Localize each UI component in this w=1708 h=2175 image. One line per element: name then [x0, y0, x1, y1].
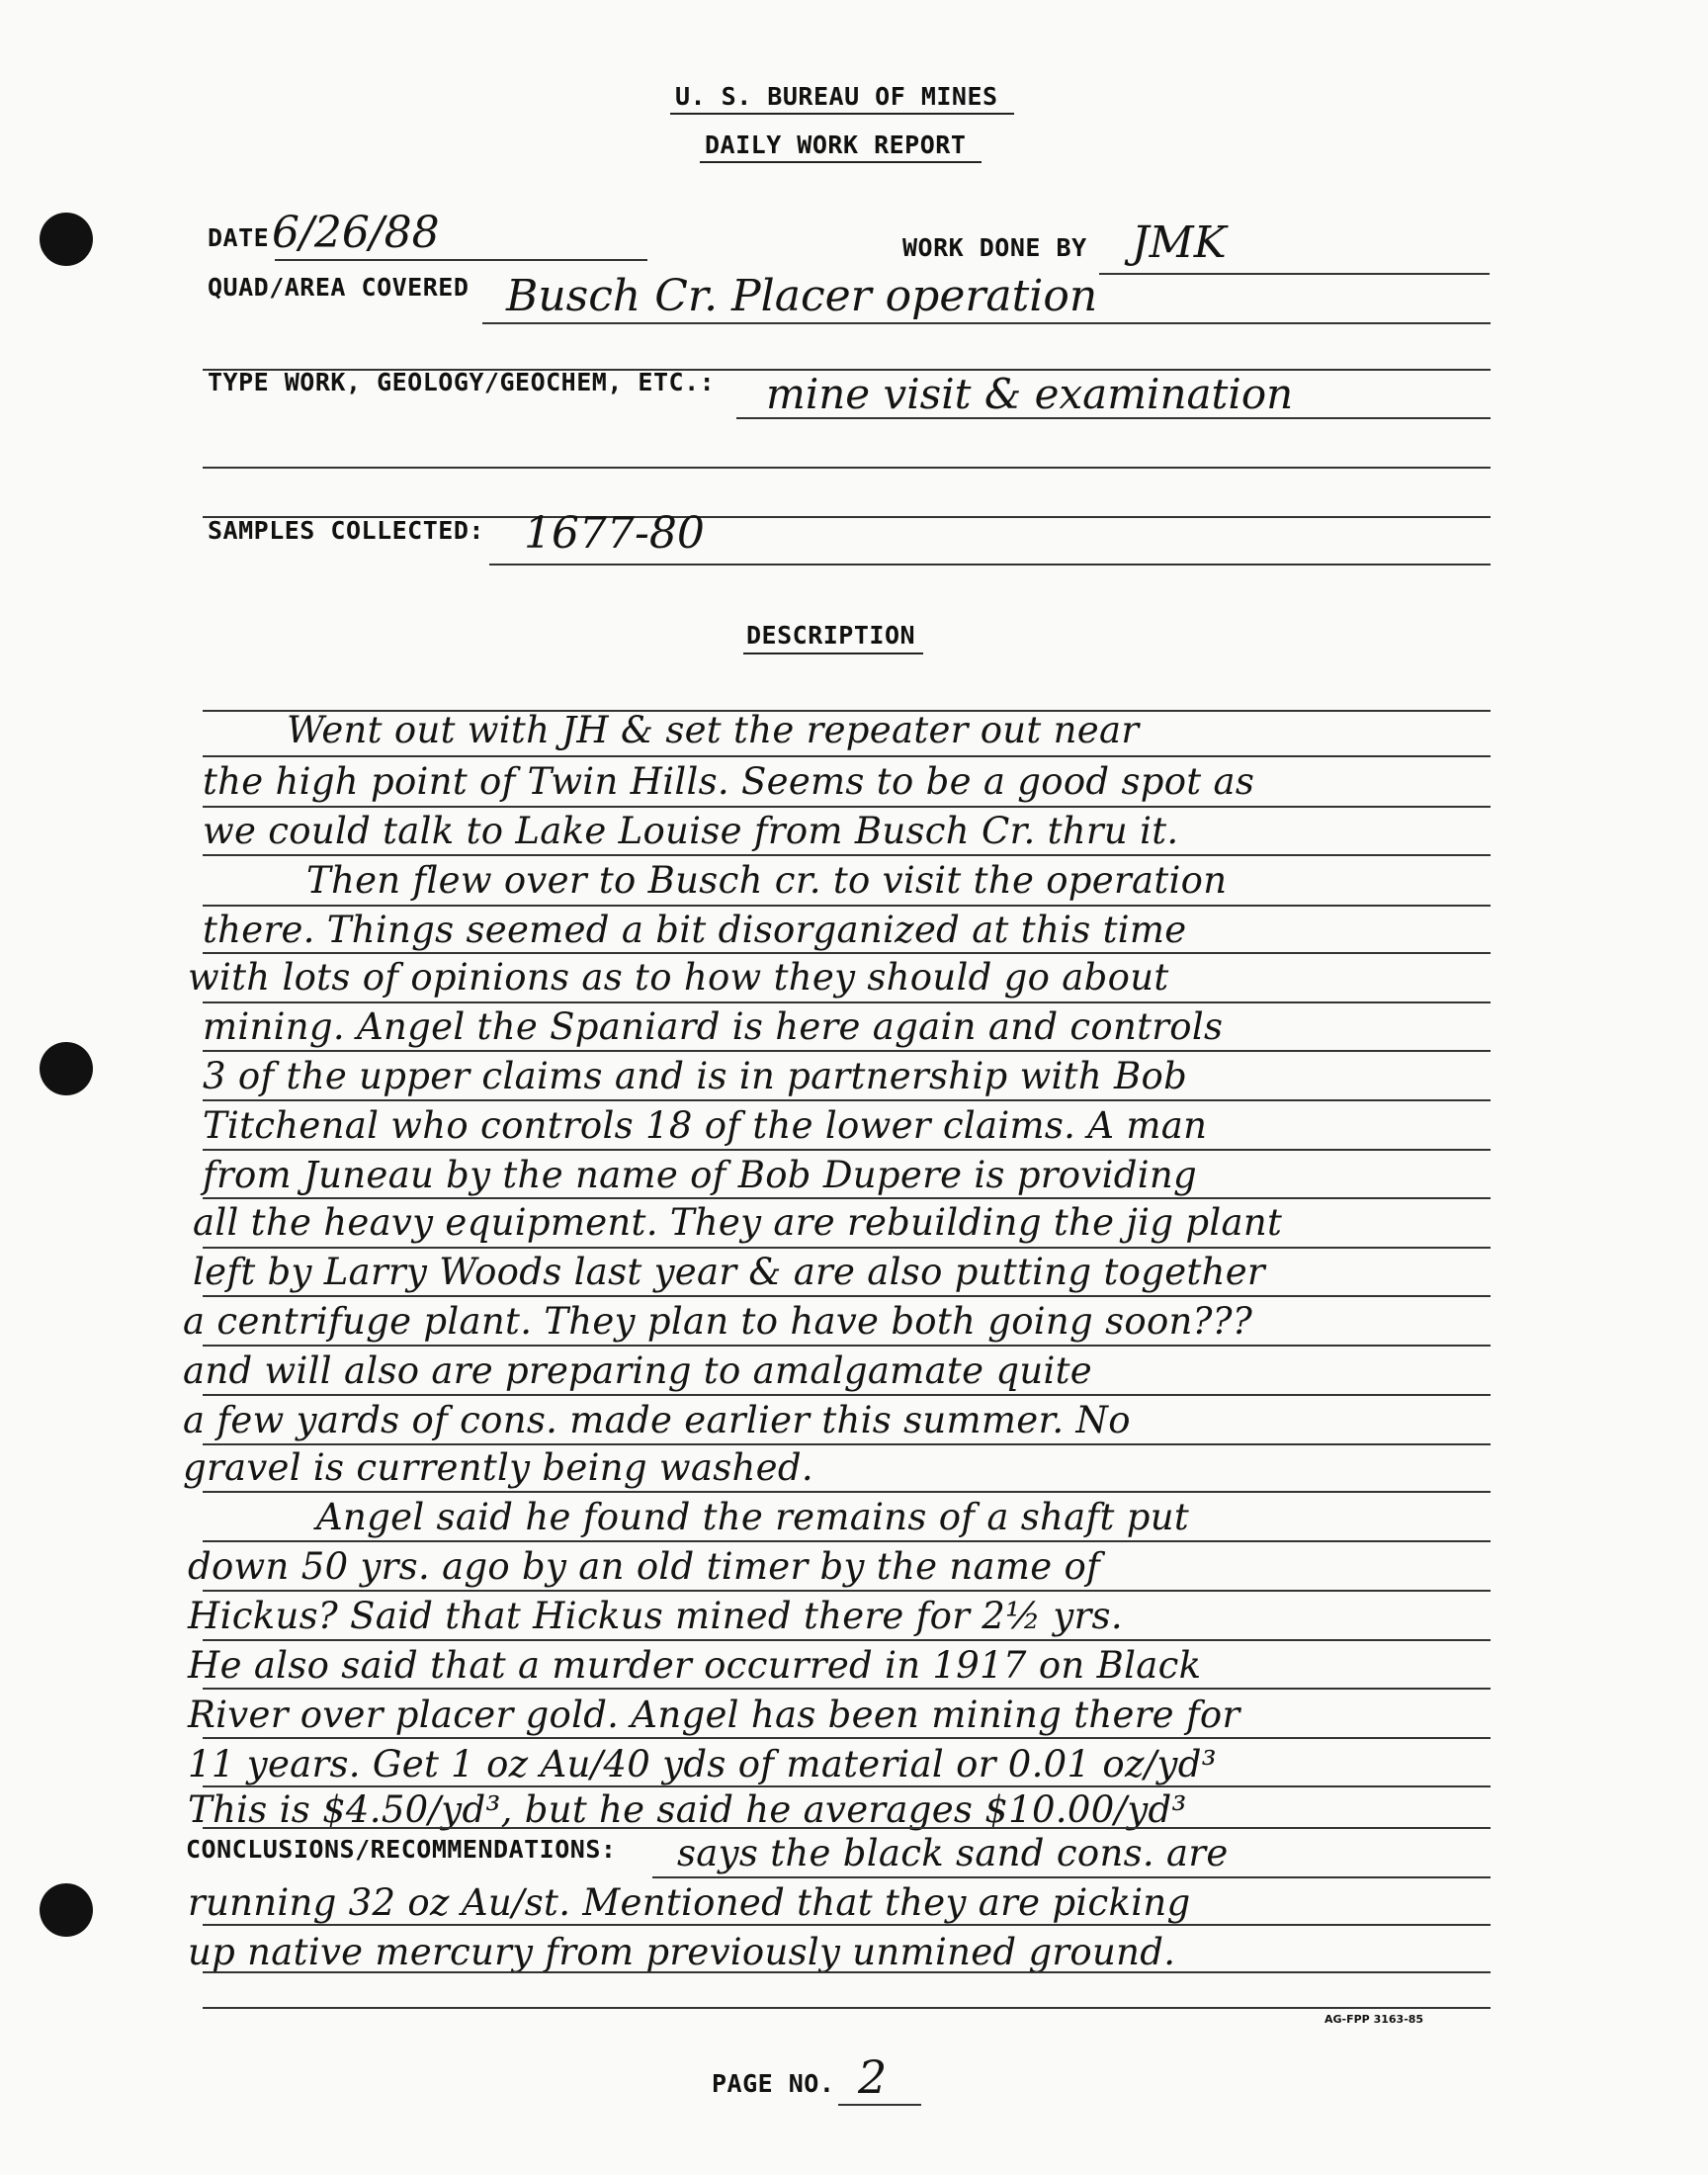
description-line: all the heavy equipment. They are rebuilding the jig plant — [193, 1201, 1283, 1244]
description-line: He also said that a murder occurred in 1917 on Black — [188, 1644, 1202, 1687]
samples-label: SAMPLES COLLECTED: — [208, 516, 484, 545]
description-rule — [203, 1345, 1491, 1347]
description-line: a few yards of cons. made earlier this summer. No — [183, 1399, 1131, 1441]
agency-title-underline — [670, 113, 1014, 115]
description-line: Angel said he found the remains of a shaft put — [316, 1496, 1190, 1538]
description-rule — [203, 1590, 1491, 1592]
date-rule — [275, 259, 647, 261]
description-rule — [203, 854, 1491, 856]
description-line: we could talk to Lake Louise from Busch Cr. thru it. — [203, 810, 1179, 852]
description-line: Hickus? Said that Hickus mined there for 2½ yrs. — [188, 1595, 1123, 1637]
description-rule — [203, 1197, 1491, 1199]
conclusions-rule — [203, 1924, 1491, 1926]
description-rule — [203, 905, 1491, 907]
description-rule — [203, 1785, 1491, 1787]
blank-rule-2 — [203, 467, 1491, 469]
work-done-by-rule — [1099, 273, 1490, 275]
description-rule — [203, 1099, 1491, 1101]
description-line: with lots of opinions as to how they should go about — [188, 956, 1169, 999]
samples-value: 1677-80 — [524, 508, 705, 559]
description-line: left by Larry Woods last year & are also putting together — [193, 1251, 1265, 1293]
description-line: from Juneau by the name of Bob Dupere is providing — [203, 1154, 1197, 1196]
description-line: gravel is currently being washed. — [183, 1446, 813, 1489]
date-label: DATE — [208, 223, 270, 252]
description-line: there. Things seemed a bit disorganized at this time — [203, 909, 1187, 951]
quad-rule — [482, 322, 1491, 324]
conclusions-rule — [203, 1971, 1491, 1973]
description-rule — [203, 1639, 1491, 1641]
description-rule — [203, 1050, 1491, 1052]
agency-title: U. S. BUREAU OF MINES — [675, 82, 998, 111]
conclusions-line: says the black sand cons. are — [677, 1832, 1229, 1874]
conclusions-label: CONCLUSIONS/RECOMMENDATIONS: — [186, 1835, 617, 1864]
description-rule — [203, 1443, 1491, 1445]
description-rule — [203, 1295, 1491, 1297]
type-work-label: TYPE WORK, GEOLOGY/GEOCHEM, ETC.: — [208, 368, 716, 396]
description-rule — [203, 1737, 1491, 1739]
binder-hole-bottom — [40, 1883, 93, 1937]
form-number: AG-FPP 3163-85 — [1324, 2013, 1424, 2026]
description-rule — [203, 952, 1491, 954]
type-work-rule — [736, 417, 1491, 419]
work-done-by-label: WORK DONE BY — [902, 233, 1087, 262]
description-line: River over placer gold. Angel has been mining there for — [188, 1694, 1240, 1736]
page-number-value: 2 — [858, 2050, 888, 2104]
description-rule — [203, 806, 1491, 808]
description-line: This is $4.50/yd³, but he said he averages $10.00/yd³ — [188, 1788, 1187, 1831]
binder-hole-top — [40, 213, 93, 266]
description-rule — [203, 1149, 1491, 1151]
page-number-label: PAGE NO. — [712, 2069, 835, 2098]
description-line: 11 years. Get 1 oz Au/40 yds of material or 0.01 oz/yd³ — [188, 1743, 1217, 1785]
description-line: Then flew over to Busch cr. to visit the operation — [306, 859, 1228, 902]
description-heading-underline — [743, 652, 923, 654]
type-work-value: mine visit & examination — [766, 370, 1294, 418]
description-line: down 50 yrs. ago by an old timer by the name of — [188, 1545, 1101, 1588]
conclusions-line: running 32 oz Au/st. Mentioned that they are picking — [188, 1881, 1191, 1924]
conclusions-rule — [652, 1876, 1491, 1878]
description-rule — [203, 755, 1491, 757]
description-line: 3 of the upper claims and is in partnership with Bob — [203, 1055, 1188, 1097]
description-rule — [203, 1247, 1491, 1249]
description-line: mining. Angel the Spaniard is here again and controls — [203, 1005, 1224, 1048]
description-line: the high point of Twin Hills. Seems to be a good spot as — [203, 760, 1255, 803]
report-title-underline — [700, 161, 982, 163]
description-rule — [203, 1827, 1491, 1829]
description-heading: DESCRIPTION — [746, 621, 916, 650]
description-line: Went out with JH & set the repeater out near — [287, 709, 1140, 751]
quad-value: Busch Cr. Placer operation — [506, 271, 1098, 321]
work-done-by-value: JMK — [1132, 218, 1227, 268]
report-title: DAILY WORK REPORT — [705, 130, 967, 159]
description-line: Titchenal who controls 18 of the lower claims. A man — [203, 1104, 1208, 1147]
description-line: a centrifuge plant. They plan to have both going soon??? — [183, 1300, 1253, 1343]
description-rule — [203, 1394, 1491, 1396]
page-number-rule — [838, 2104, 921, 2106]
samples-rule — [489, 564, 1491, 566]
description-rule — [203, 1491, 1491, 1493]
conclusions-rule — [203, 2007, 1491, 2009]
date-value: 6/26/88 — [272, 208, 440, 258]
binder-hole-middle — [40, 1042, 93, 1095]
description-rule — [203, 1688, 1491, 1690]
description-rule — [203, 1540, 1491, 1542]
description-rule — [203, 1001, 1491, 1003]
conclusions-line: up native mercury from previously unmined ground. — [188, 1931, 1176, 1973]
quad-label: QUAD/AREA COVERED — [208, 273, 470, 302]
description-line: and will also are preparing to amalgamate quite — [183, 1349, 1092, 1392]
